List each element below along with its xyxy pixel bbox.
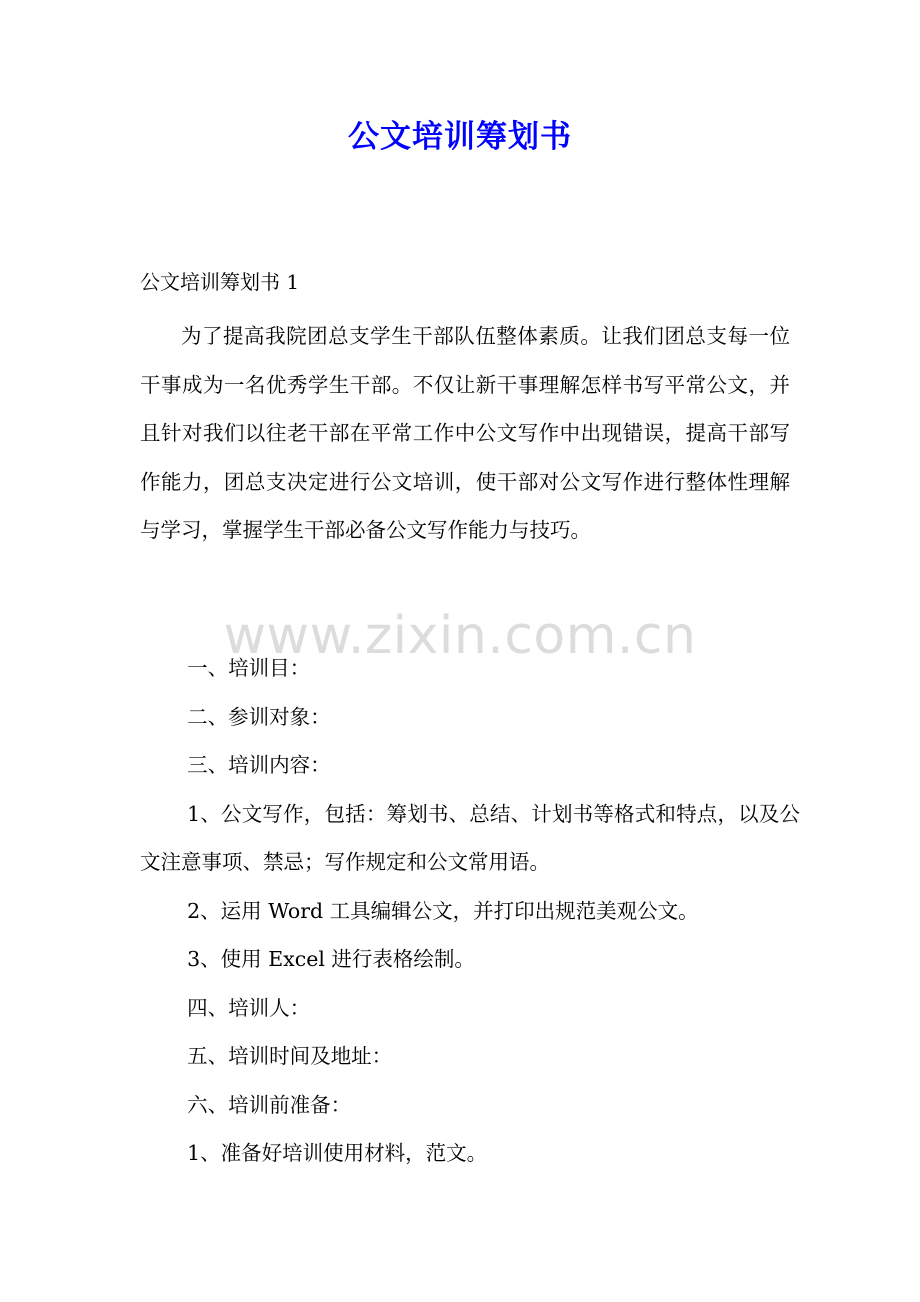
outline-item: 四、培训人： xyxy=(187,995,311,1020)
outline-item: 三、培训内容： xyxy=(187,753,331,777)
watermark-text: www.zixin.com.cn xyxy=(223,606,697,666)
document-subtitle: 公文培训筹划书 1 xyxy=(140,270,300,294)
outline-item: 一、培训目： xyxy=(187,656,311,680)
outline-item: 1、公文写作，包括：筹划书、总结、计划书等格式和特点，以及公文注意事项、禁忌；写作规定和公文常用语。 xyxy=(140,801,800,874)
outline-item: 六、培训前准备： xyxy=(187,1092,352,1117)
outline-list xyxy=(140,644,800,1178)
outline-item: 3、使用 Excel 进行表格绘制。 xyxy=(187,947,475,971)
outline-item: 二、参训对象： xyxy=(187,704,331,729)
outline-item: 1、准备好培训使用材料，范文。 xyxy=(187,1141,488,1165)
intro-paragraph: 为了提高我院团总支学生干部队伍整体素质。让我们团总支每一位干事成为一名优秀学生干部。不仅让新干事理解怎样书写平常公文，并且针对我们以往老干部在平常工作中公文写作中出现错误，提高干部写作能力，团总支决定进行公文培训，使干部对公文写作进行整体性理解与学习，掌握学生干部必备公文写作能力与技巧。 xyxy=(140,324,790,542)
outline-item: 2、运用 Word 工具编辑公文，并打印出规范美观公文。 xyxy=(187,898,699,923)
outline-item: 五、培训时间及地址： xyxy=(187,1044,393,1068)
document-title: 公文培训筹划书 xyxy=(348,119,572,155)
